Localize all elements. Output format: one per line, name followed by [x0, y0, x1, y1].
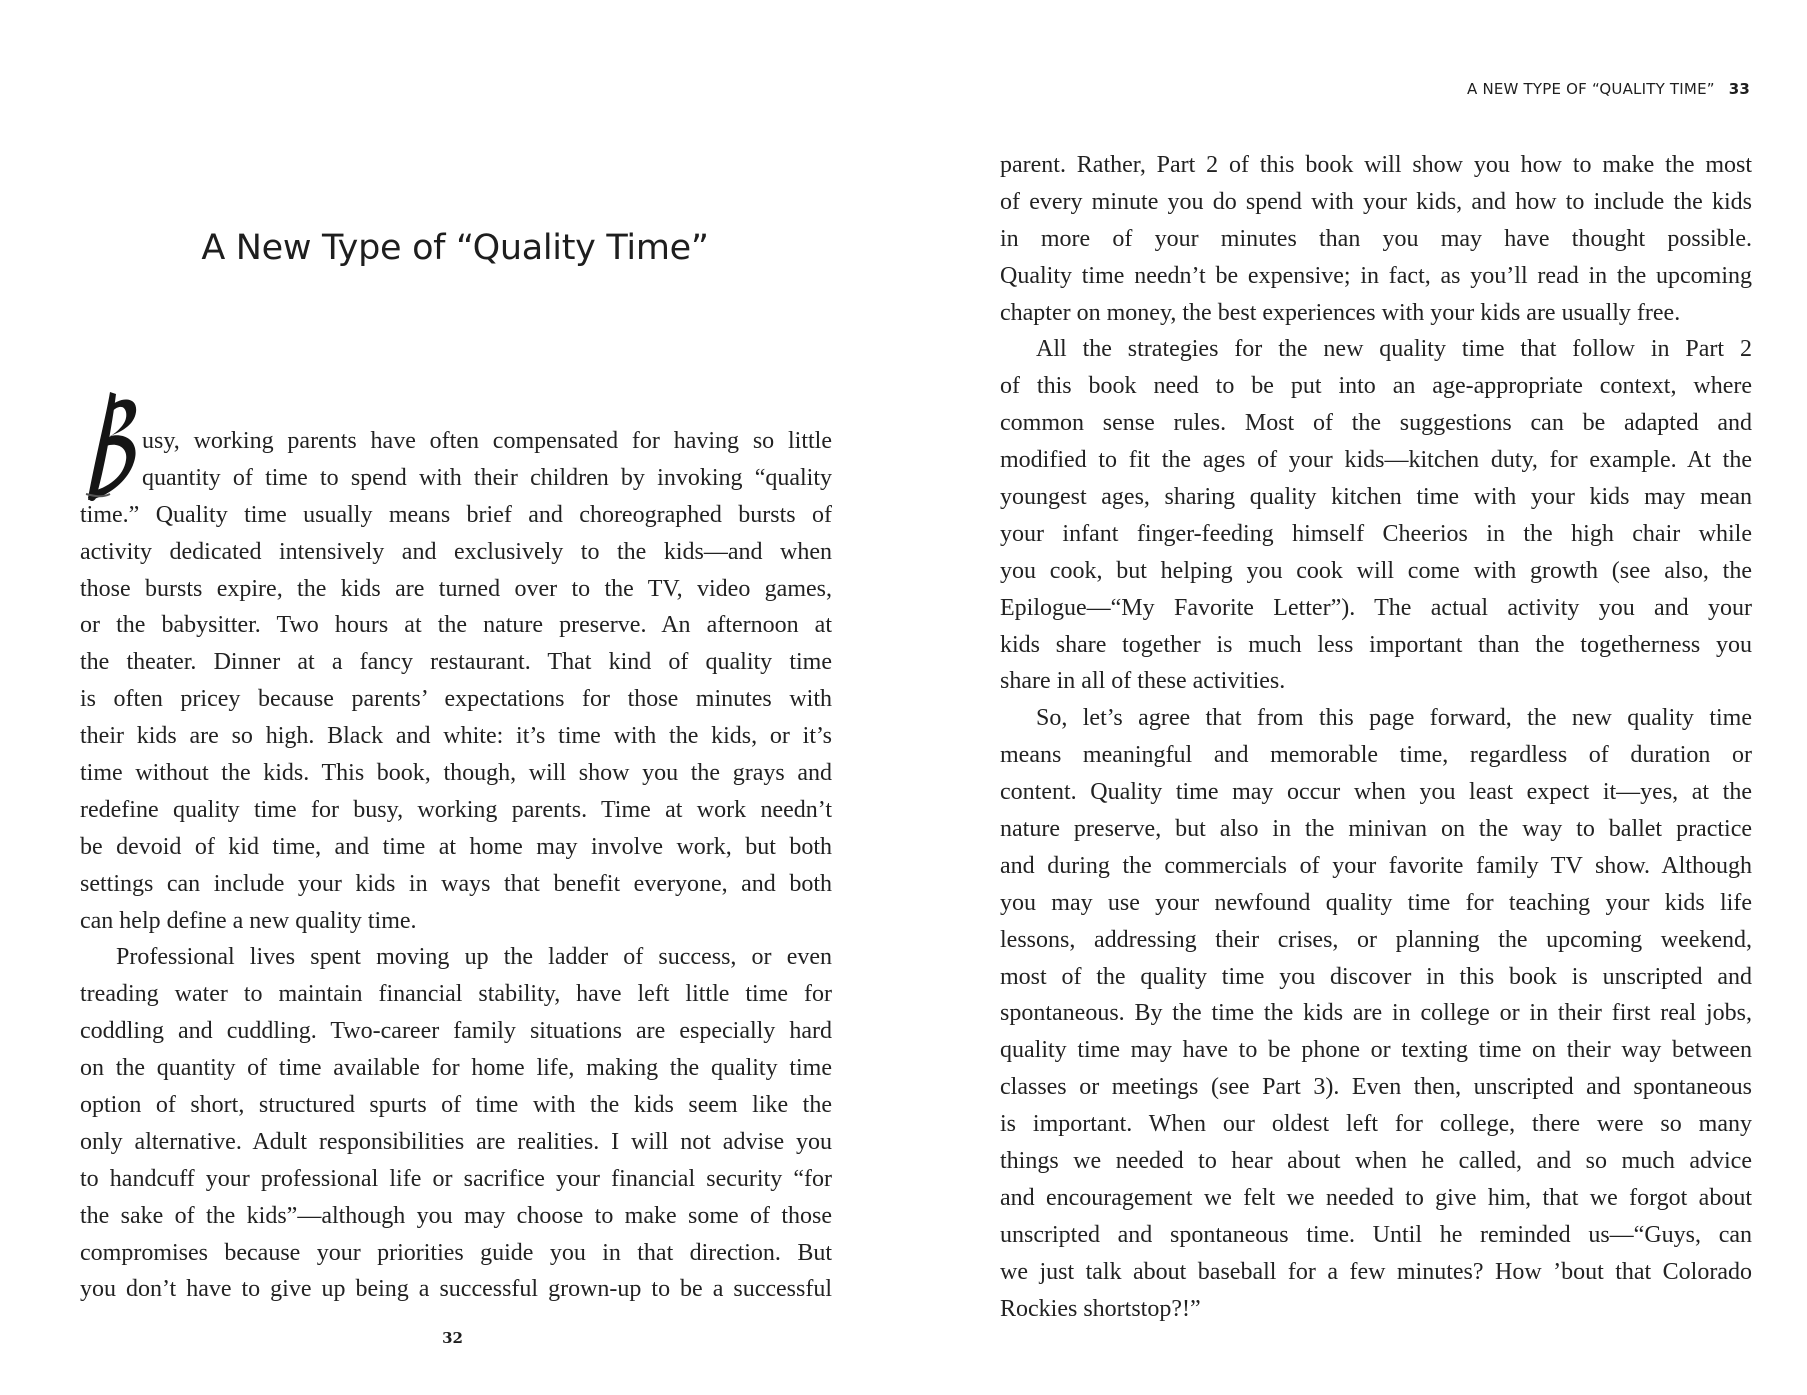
text-line: option of short, structured spurts of time with the kids seem like the [80, 1092, 832, 1119]
text-line: quality time may have to be phone or texting time on their way between [1000, 1037, 1752, 1064]
text-line: means meaningful and memorable time, regardless of duration or [1000, 742, 1752, 769]
text-line: those bursts expire, the kids are turned over to the TV, video games, [80, 575, 832, 602]
text-line: parent. Rather, Part 2 of this book will show you how to make the most [1000, 152, 1752, 178]
text-line: activity dedicated intensively and exclusively to the kids—and when [80, 538, 832, 565]
text-line: modified to fit the ages of your kids—kitchen duty, for example. At the [1000, 447, 1752, 474]
text-line: is often pricey because parents’ expectations for those minutes with [80, 686, 832, 713]
text-line: spontaneous. By the time the kids are in college or in their first real jobs, [1000, 1000, 1752, 1027]
text-line: classes or meetings (see Part 3). Even then, unscripted and spontaneous [1000, 1074, 1752, 1101]
left-page-body [80, 423, 832, 1308]
text-line: be devoid of kid time, and time at home may involve work, but both [80, 833, 832, 860]
left-page [0, 0, 903, 1395]
text-line: you don’t have to give up being a successful grown-up to be a successful [80, 1276, 832, 1303]
text-line: nature preserve, but also in the minivan on the way to ballet practice [1000, 816, 1752, 843]
text-line: unscripted and spontaneous time. Until he reminded us—“Guys, can [1000, 1221, 1752, 1248]
right-page [903, 0, 1807, 1395]
text-line: compromises because your priorities guide you in that direction. But [80, 1239, 832, 1266]
text-line: we just talk about baseball for a few minutes? How ’bout that Colorado [1000, 1258, 1752, 1285]
text-line: usy, working parents have often compensated for having so little [142, 428, 832, 454]
text-line: their kids are so high. Black and white: it’s time with the kids, or it’s [80, 723, 832, 750]
text-line: on the quantity of time available for home life, making the quality time [80, 1055, 832, 1082]
text-line: youngest ages, sharing quality kitchen time with your kids may mean [1000, 484, 1752, 511]
text-line: and encouragement we felt we needed to give him, that we forgot about [1000, 1184, 1752, 1211]
page-number-left [0, 1329, 903, 1347]
text-line: All the strategies for the new quality time that follow in Part 2 [1036, 336, 1752, 363]
text-line: in more of your minutes than you may have thought possible. [1000, 225, 1752, 252]
text-line: content. Quality time may occur when you least expect it—yes, at the [1000, 779, 1752, 806]
text-line: kids share together is much less important than the togetherness you [1000, 631, 1752, 658]
running-head [1467, 80, 1750, 98]
text-line: and during the commercials of your favorite family TV show. Although [1000, 852, 1752, 879]
text-line: Epilogue—“My Favorite Letter”). The actual activity you and your [1000, 594, 1752, 621]
text-line: quantity of time to spend with their children by invoking “quality [142, 464, 832, 491]
text-line: of this book need to be put into an age-appropriate context, where [1000, 373, 1752, 400]
text-line: only alternative. Adult responsibilities are realities. I will not advise you [80, 1128, 832, 1155]
text-line: lessons, addressing their crises, or planning the upcoming weekend, [1000, 926, 1752, 953]
text-line: most of the quality time you discover in this book is unscripted and [1000, 963, 1752, 990]
text-line: time without the kids. This book, though, will show you the grays and [80, 760, 832, 787]
text-line: can help define a new quality time. [80, 907, 417, 934]
text-line: coddling and cuddling. Two-career family situations are especially hard [80, 1018, 832, 1045]
text-line: is important. When our oldest left for college, there were so many [1000, 1111, 1752, 1138]
text-line: Professional lives spent moving up the ladder of success, or even [116, 944, 832, 971]
right-page-body [1000, 147, 1752, 1328]
text-line: or the babysitter. Two hours at the nature preserve. An afternoon at [80, 612, 832, 639]
text-line: Rockies shortstop?!” [1000, 1295, 1201, 1322]
chapter-title: A New Type of “Quality Time” [201, 228, 709, 268]
text-line: the sake of the kids”—although you may choose to make some of those [80, 1202, 832, 1229]
text-line: Quality time needn’t be expensive; in fact, as you’ll read in the upcoming [1000, 262, 1752, 289]
text-line: you may use your newfound quality time for teaching your kids life [1000, 889, 1752, 916]
text-line: to handcuff your professional life or sacrifice your financial security “for [80, 1165, 832, 1192]
text-line: things we needed to hear about when he called, and so much advice [1000, 1148, 1752, 1175]
text-line: of every minute you do spend with your kids, and how to include the kids [1000, 188, 1752, 215]
text-line: redefine quality time for busy, working parents. Time at work needn’t [80, 796, 832, 823]
text-line: treading water to maintain financial stability, have left little time for [80, 981, 832, 1008]
page-number-left-text: 32 [442, 1329, 463, 1347]
text-line: settings can include your kids in ways that benefit everyone, and both [80, 870, 832, 897]
running-head-title: A NEW TYPE OF “QUALITY TIME” [1467, 80, 1715, 98]
text-line: your infant finger-feeding himself Cheerios in the high chair while [1000, 520, 1752, 547]
text-line: common sense rules. Most of the suggestions can be adapted and [1000, 410, 1752, 437]
text-line: share in all of these activities. [1000, 668, 1286, 695]
text-line: you cook, but helping you cook will come with growth (see also, the [1000, 557, 1752, 584]
text-line: the theater. Dinner at a fancy restaurant. That kind of quality time [80, 649, 832, 676]
text-line: So, let’s agree that from this page forward, the new quality time [1036, 705, 1752, 732]
text-line: time.” Quality time usually means brief and choreographed bursts of [80, 501, 832, 528]
page-number-right: 33 [1728, 80, 1750, 98]
text-line: chapter on money, the best experiences with your kids are usually free. [1000, 299, 1681, 326]
